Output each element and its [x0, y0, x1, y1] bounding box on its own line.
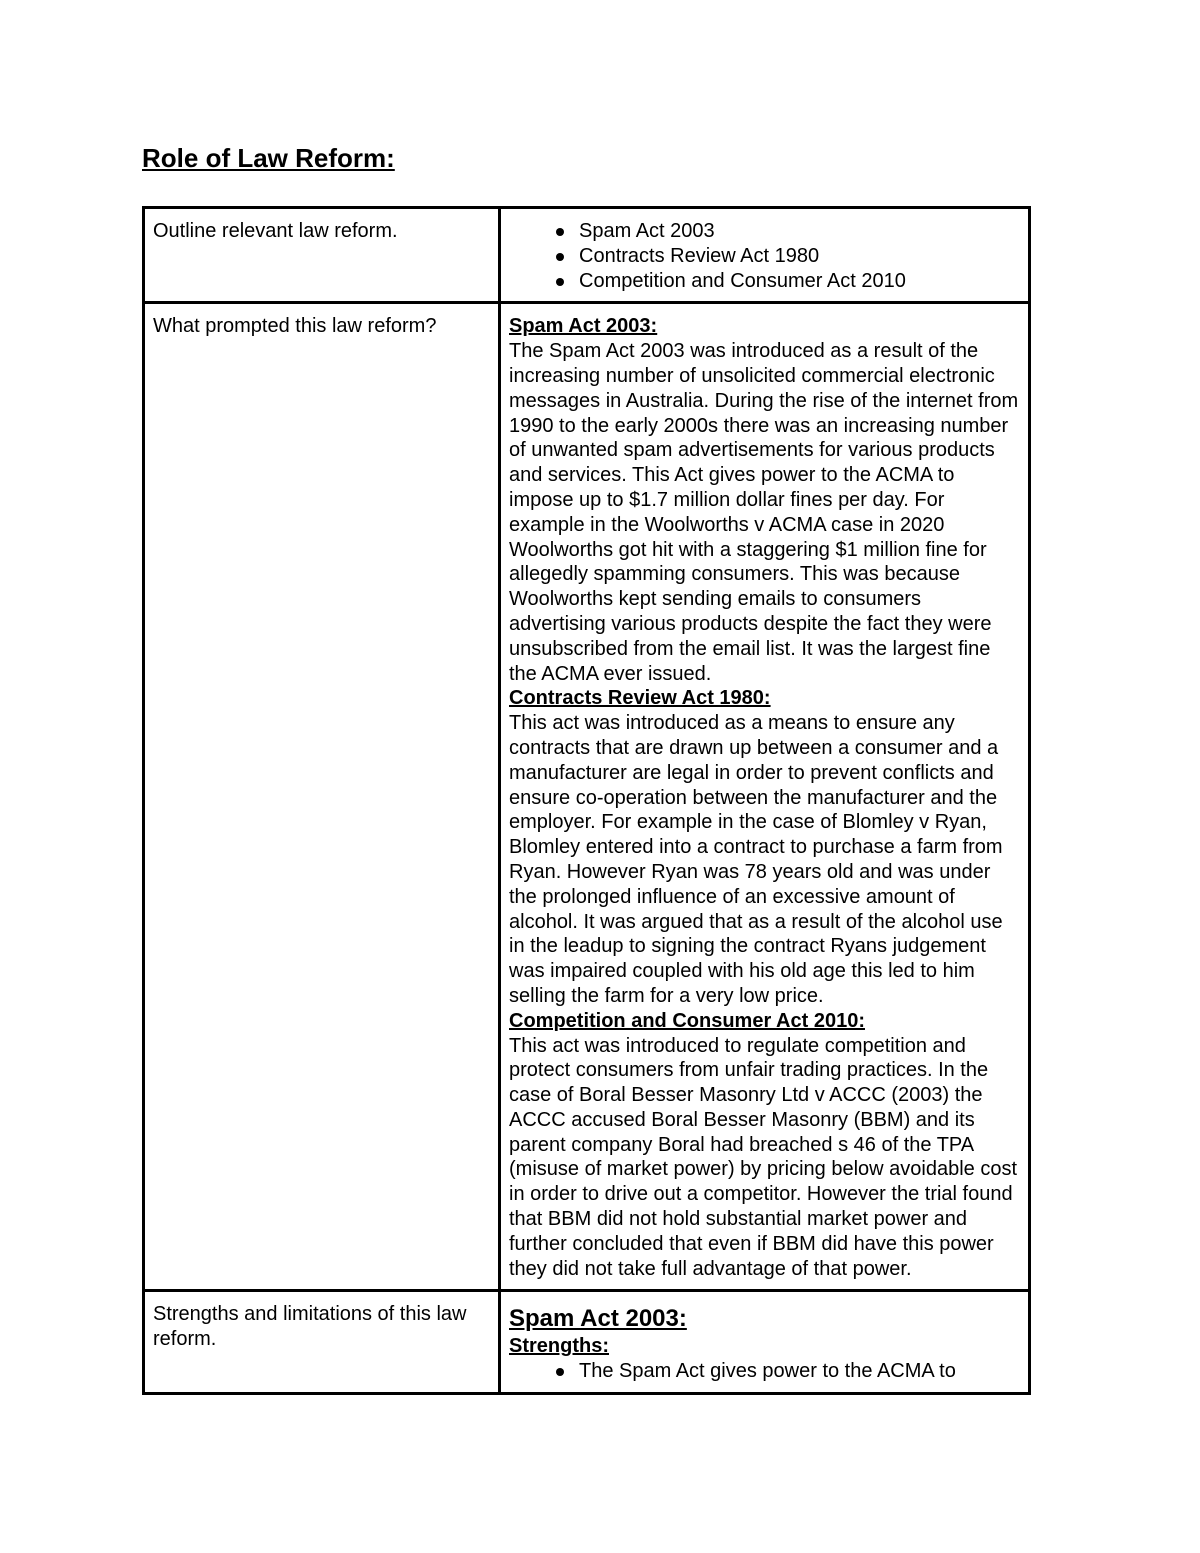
row-label-prompted: What prompted this law reform?	[144, 303, 500, 1291]
strengths-subheading: Strengths:	[509, 1335, 609, 1358]
list-item: Contracts Review Act 1980	[545, 244, 1020, 269]
strengths-list	[509, 1359, 1020, 1384]
table-row-strengths	[144, 1291, 1030, 1394]
list-item: Competition and Consumer Act 2010	[545, 269, 1020, 294]
law-reform-list	[509, 219, 1020, 293]
page-title: Role of Law Reform:	[142, 143, 395, 173]
section-body-competition-consumer-act: This act was introduced to regulate competition and protect consumers from unfair trading practices. In the case of Boral Besser Masonry Ltd v ACCC (2003) the ACCC accused Boral Besser Masonry (BBM) and its parent company Boral had breached s 46 of the TPA (misuse of market power) by pricing below avoidable cost in order to drive out a competitor. However the trial found that BBM did not hold substantial market power and further concluded that even if BBM did have this power they did not take full advantage of that power.	[509, 1034, 1017, 1280]
law-reform-table	[142, 206, 1031, 1395]
row-content-strengths	[500, 1291, 1030, 1394]
list-item: Spam Act 2003	[545, 219, 1020, 244]
section-heading-contracts-review-act: Contracts Review Act 1980:	[509, 687, 771, 710]
table-row-prompted	[144, 303, 1030, 1291]
row-content-prompted	[500, 303, 1030, 1291]
table-row-outline	[144, 208, 1030, 303]
section-heading-competition-consumer-act: Competition and Consumer Act 2010:	[509, 1009, 865, 1032]
section-body-contracts-review-act: This act was introduced as a means to ensure any contracts that are drawn up between a consumer and a manufacturer are legal in order to prevent conflicts and ensure co-operation between the manufacturer and the employer. For example in the case of Blomley v Ryan, Blomley entered into a contract to purchase a farm from Ryan. However Ryan was 78 years old and was under the prolonged influence of an excessive amount of alcohol. It was argued that as a result of the alcohol use in the leadup to signing the contract Ryans judgement was impaired coupled with his old age this led to him selling the farm for a very low price.	[509, 712, 1003, 1007]
section-heading-spam-act: Spam Act 2003:	[509, 315, 658, 338]
list-item: The Spam Act gives power to the ACMA to	[545, 1359, 1020, 1384]
row-label-strengths: Strengths and limitations of this law reform.	[144, 1291, 500, 1394]
section-body-spam-act: The Spam Act 2003 was introduced as a result of the increasing number of unsolicited commercial electronic messages in Australia. During the rise of the internet from 1990 to the early 2000s there was an increasing number of unwanted spam advertisements for various products and services. This Act gives power to the ACMA to impose up to $1.7 million dollar fines per day. For example in the Woolworths v ACMA case in 2020 Woolworths got hit with a staggering $1 million fine for allegedly spamming consumers. This was because Woolworths kept sending emails to consumers advertising various products despite the fact they were unsubscribed from the email list. It was the largest fine the ACMA ever issued.	[509, 340, 1019, 685]
section-heading-spam-act-strengths: Spam Act 2003:	[509, 1305, 687, 1333]
row-content-outline	[500, 208, 1030, 303]
row-label-outline: Outline relevant law reform.	[144, 208, 500, 303]
